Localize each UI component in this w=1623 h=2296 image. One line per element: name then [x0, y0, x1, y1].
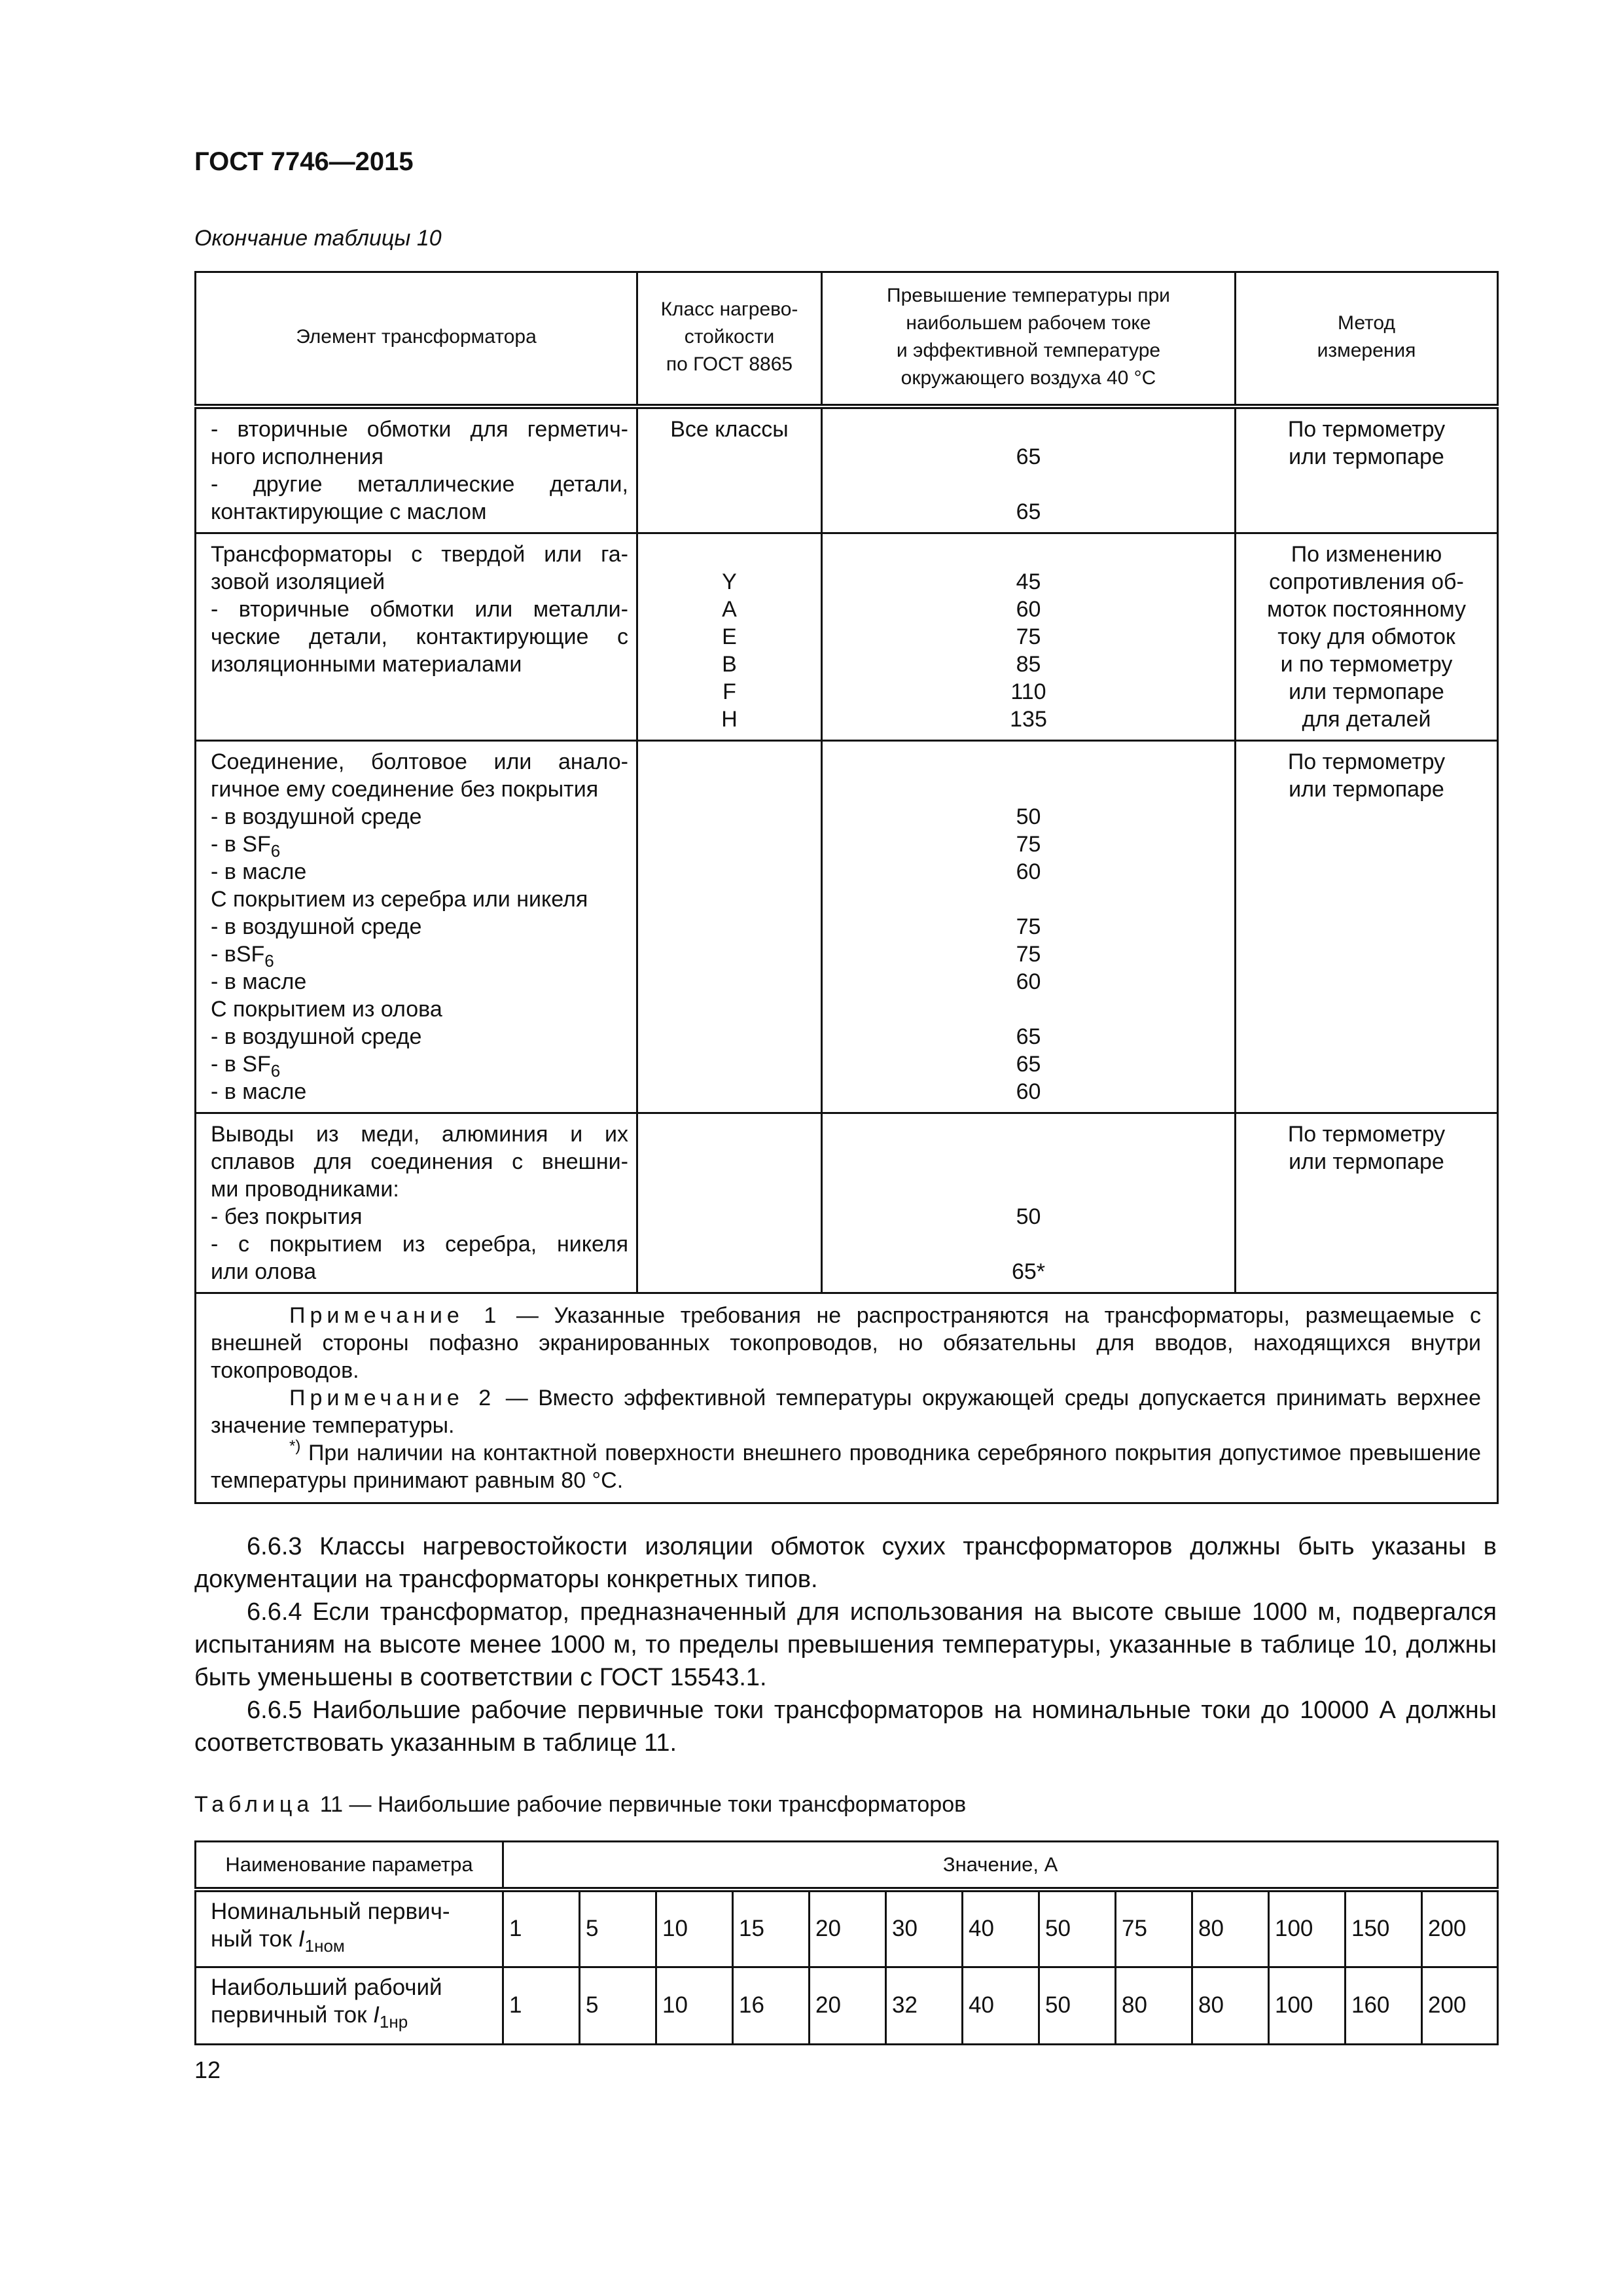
note-1-text: — Указанные требования не распространяются на трансформаторы, размещаемые с внешней стороны пофазно экранированных токопроводов, но обязательны для вводов, находящихся внутри токопроводов. [211, 1303, 1482, 1383]
cell-line [828, 886, 1229, 913]
cell-line: 75 [1016, 832, 1041, 857]
value-cell: 200 [1422, 1890, 1498, 1967]
cell-line [828, 776, 1229, 803]
cell-line: Выводы из меди, алюминия и их [211, 1122, 628, 1147]
value-cell: 32 [886, 1967, 963, 2044]
value-cell: 75 [1116, 1890, 1192, 1967]
cell-line: - в $SF_6$ [211, 832, 281, 861]
temp-cell [822, 406, 1236, 533]
cell-line: моток постоянному [1266, 597, 1466, 622]
cell-line: или термопаре [1289, 1149, 1444, 1174]
value-cell: 160 [1346, 1967, 1422, 2044]
cell-line [828, 1175, 1229, 1203]
element-cell [196, 533, 637, 741]
cell-line: 65 [1016, 1052, 1041, 1077]
cell-line: - в масле [211, 859, 307, 884]
footnote [211, 1439, 1481, 1494]
method-cell [1236, 533, 1498, 741]
cell-line: 75 [1016, 914, 1041, 939]
cell-line [828, 748, 1229, 776]
paragraph-6-6-4: 6.6.4 Если трансформатор, предназначенный для использования на высоте свыше 1000 м, подвергался испытаниям на высоте менее 1000 м, то пределы превышения температуры, указанные в таблице 10, должны быть уменьшены в соответствии с ГОСТ 15543.1. [194, 1598, 1497, 1691]
value-cell: 10 [656, 1890, 733, 1967]
table10 [194, 271, 1497, 1504]
table10-row [196, 741, 1498, 1113]
cell-line: 65 [1016, 444, 1041, 469]
header-line: стойкости [684, 326, 775, 348]
paragraph-6-6-5: 6.6.5 Наибольшие рабочие первичные токи трансформаторов на номинальные токи до 10000 А должны соответствовать указанным в таблице 11. [194, 1696, 1497, 1757]
cell-line: С покрытием из серебра или никеля [211, 887, 588, 912]
cell-line: 50 [1016, 804, 1041, 829]
cell-line: 65 [1016, 499, 1041, 524]
value-cell: 80 [1116, 1967, 1192, 2044]
note-1-label: Примечание 1 [289, 1303, 501, 1328]
cell-line: или термопаре [1289, 777, 1444, 802]
header-line: Метод [1338, 312, 1395, 334]
cell-line: ческие детали, контактирующие с [211, 624, 628, 649]
value-cell: 80 [1192, 1967, 1269, 2044]
cell-line: 110 [1010, 679, 1046, 704]
value-cell: 1 [503, 1967, 580, 2044]
page-number: 12 [194, 2056, 221, 2083]
value-cell: 15 [733, 1890, 810, 1967]
cell-line: 50 [1016, 1204, 1041, 1229]
note-1 [211, 1302, 1481, 1384]
header-line: Класс нагрево- [660, 298, 798, 320]
cell-line: - в масле [211, 1079, 307, 1104]
cell-line: или олова [211, 1259, 317, 1284]
method-cell [1236, 1113, 1498, 1293]
cell-line: гичное ему соединение без покрытия [211, 777, 599, 802]
cell-line: 60 [1016, 597, 1041, 622]
cell-line: или термопаре [1289, 679, 1444, 704]
method-cell [1236, 406, 1498, 533]
cell-line: 65 [1016, 1024, 1041, 1049]
cell-line: сплавов для соединения с внешни- [211, 1149, 628, 1174]
value-cell: 100 [1269, 1890, 1346, 1967]
cell-line: 60 [1016, 1079, 1041, 1104]
cell-line: 60 [1016, 859, 1041, 884]
param-name-cell: Наибольший рабочий первичный ток $I_{1нр}$ [196, 1967, 503, 2044]
header-line: наибольшем рабочем токе [906, 312, 1151, 334]
cell-line: По термометру [1287, 1122, 1446, 1147]
value-cell: 16 [733, 1967, 810, 2044]
value-cell: 150 [1346, 1890, 1422, 1967]
cell-line: Трансформаторы с твердой или га- [211, 542, 628, 567]
element-cell [196, 741, 637, 1113]
element-cell [196, 406, 637, 533]
class-cell [637, 406, 822, 533]
value-cell: 5 [580, 1967, 656, 2044]
cell-line: - вSF$_6$ [211, 942, 274, 971]
element-cell [196, 1113, 637, 1293]
value-cell: 40 [963, 1890, 1039, 1967]
table11-row [196, 1890, 1498, 1967]
table10-header-temp [822, 272, 1236, 407]
cell-line: B [722, 652, 737, 677]
class-cell [637, 741, 822, 1113]
cell-line: 85 [1016, 652, 1041, 677]
cell-line: ного исполнения [211, 444, 383, 469]
cell-line: 45 [1016, 569, 1041, 594]
value-cell: 20 [810, 1967, 886, 2044]
table10-header-method [1236, 272, 1498, 407]
cell-line: - с покрытием из серебра, никеля [211, 1232, 628, 1257]
value-cell: 10 [656, 1967, 733, 2044]
cell-line [828, 996, 1229, 1023]
note-2-text: — Вместо эффективной температуры окружающей среды допускается принимать верхнее значение температуры. [211, 1386, 1481, 1438]
cell-line [643, 498, 815, 526]
cell-line: для деталей [1302, 707, 1431, 732]
footnote-text: При наличии на контактной поверхности внешнего проводника серебряного покрытия допустимое превышение температуры принимают равным 80 °С. [211, 1441, 1481, 1493]
cell-line: ми проводниками: [211, 1177, 399, 1202]
cell-line: 75 [1016, 942, 1041, 967]
cell-line: - другие металлические детали, [211, 472, 628, 497]
cell-line [828, 471, 1229, 498]
method-cell [1236, 741, 1498, 1113]
cell-line: Y [722, 569, 737, 594]
header-line: по ГОСТ 8865 [666, 353, 793, 375]
cell-line [828, 1230, 1229, 1258]
cell-line: - без покрытия [211, 1204, 363, 1229]
value-cell: 30 [886, 1890, 963, 1967]
cell-line: и по термометру [1280, 652, 1453, 677]
table11 [194, 1840, 1497, 2045]
header-line: окружающего воздуха 40 °С [901, 367, 1156, 389]
temp-cell [822, 1113, 1236, 1293]
value-cell: 40 [963, 1967, 1039, 2044]
table10-row [196, 406, 1498, 533]
subscript: 6 [264, 951, 274, 971]
subscript: 6 [270, 1061, 281, 1081]
cell-line: или термопаре [1289, 444, 1444, 469]
value-cell: 100 [1269, 1967, 1346, 2044]
table11-header-value: Значение, А [503, 1842, 1498, 1890]
cell-line [643, 541, 815, 568]
value-cell: 80 [1192, 1890, 1269, 1967]
temp-cell [822, 741, 1236, 1113]
cell-line: - в масле [211, 969, 307, 994]
temp-cell [822, 533, 1236, 741]
cell-line: зовой изоляцией [211, 569, 385, 594]
class-cell [637, 533, 822, 741]
value-cell: 20 [810, 1890, 886, 1967]
cell-line: - в воздушной среде [211, 914, 422, 939]
cell-line [643, 443, 815, 471]
cell-line: F [722, 679, 736, 704]
cell-line: H [721, 707, 738, 732]
cell-line [828, 416, 1229, 443]
cell-line [828, 541, 1229, 568]
cell-line [828, 1148, 1229, 1175]
cell-line: - вторичные обмотки для герметич- [211, 417, 628, 442]
table10-notes [196, 1293, 1498, 1503]
value-cell: 1 [503, 1890, 580, 1967]
cell-line: 60 [1016, 969, 1041, 994]
subscript: 6 [270, 841, 281, 861]
param-name-cell: Номинальный первич- ный ток $I_{1ном}$ [196, 1890, 503, 1967]
cell-line: Соединение, болтовое или анало- [211, 749, 628, 774]
footnote-mark: *) [289, 1437, 301, 1455]
table11-caption: Таблица 11 — Наибольшие рабочие первичные токи трансформаторов [194, 1792, 967, 1817]
table10-row [196, 1113, 1498, 1293]
cell-line: По изменению [1291, 542, 1442, 567]
body-paragraphs [194, 1530, 1497, 1759]
value-cell: 50 [1039, 1967, 1116, 2044]
note-2-label: Примечание 2 [289, 1386, 496, 1410]
cell-line [828, 1121, 1229, 1148]
cell-line: - вторичные обмотки или металли- [211, 597, 628, 622]
note-2 [211, 1384, 1481, 1439]
header-line: измерения [1317, 340, 1416, 361]
cell-line: 75 [1016, 624, 1041, 649]
cell-line: Все классы [670, 417, 789, 442]
document-header: ГОСТ 7746—2015 [194, 147, 414, 176]
header-line: и эффективной температуре [896, 340, 1161, 361]
value-cell: 50 [1039, 1890, 1116, 1967]
header-line: Элемент трансформатора [296, 326, 537, 348]
header-line: Превышение температуры при [887, 285, 1170, 306]
cell-line: контактирующие с маслом [211, 499, 487, 524]
cell-line: A [722, 597, 737, 622]
cell-line: E [722, 624, 737, 649]
table11-header-param: Наименование параметра [196, 1842, 503, 1890]
cell-line: изоляционными материалами [211, 652, 522, 677]
table10-header-class [637, 272, 822, 407]
paragraph-6-6-3: 6.6.3 Классы нагревостойкости изоляции обмоток сухих трансформаторов должны быть указаны в документации на трансформаторы конкретных типов. [194, 1533, 1497, 1593]
cell-line: По термометру [1287, 417, 1446, 442]
cell-line [643, 471, 815, 498]
table10-caption: Окончание таблицы 10 [194, 226, 442, 251]
value-cell: 200 [1422, 1967, 1498, 2044]
cell-line: - в $SF_6$ [211, 1052, 281, 1081]
cell-line: 135 [1010, 707, 1047, 732]
cell-line: 65* [1011, 1259, 1046, 1284]
cell-line: - в воздушной среде [211, 1024, 422, 1049]
table10-header-element [196, 272, 637, 407]
table10-row [196, 533, 1498, 741]
value-cell: 5 [580, 1890, 656, 1967]
cell-line: - в воздушной среде [211, 804, 422, 829]
cell-line: С покрытием из олова [211, 997, 442, 1022]
cell-line: По термометру [1287, 749, 1446, 774]
class-cell [637, 1113, 822, 1293]
cell-line: току для обмоток [1277, 624, 1455, 649]
cell-line: сопротивления об- [1269, 569, 1464, 594]
table11-row [196, 1967, 1498, 2044]
